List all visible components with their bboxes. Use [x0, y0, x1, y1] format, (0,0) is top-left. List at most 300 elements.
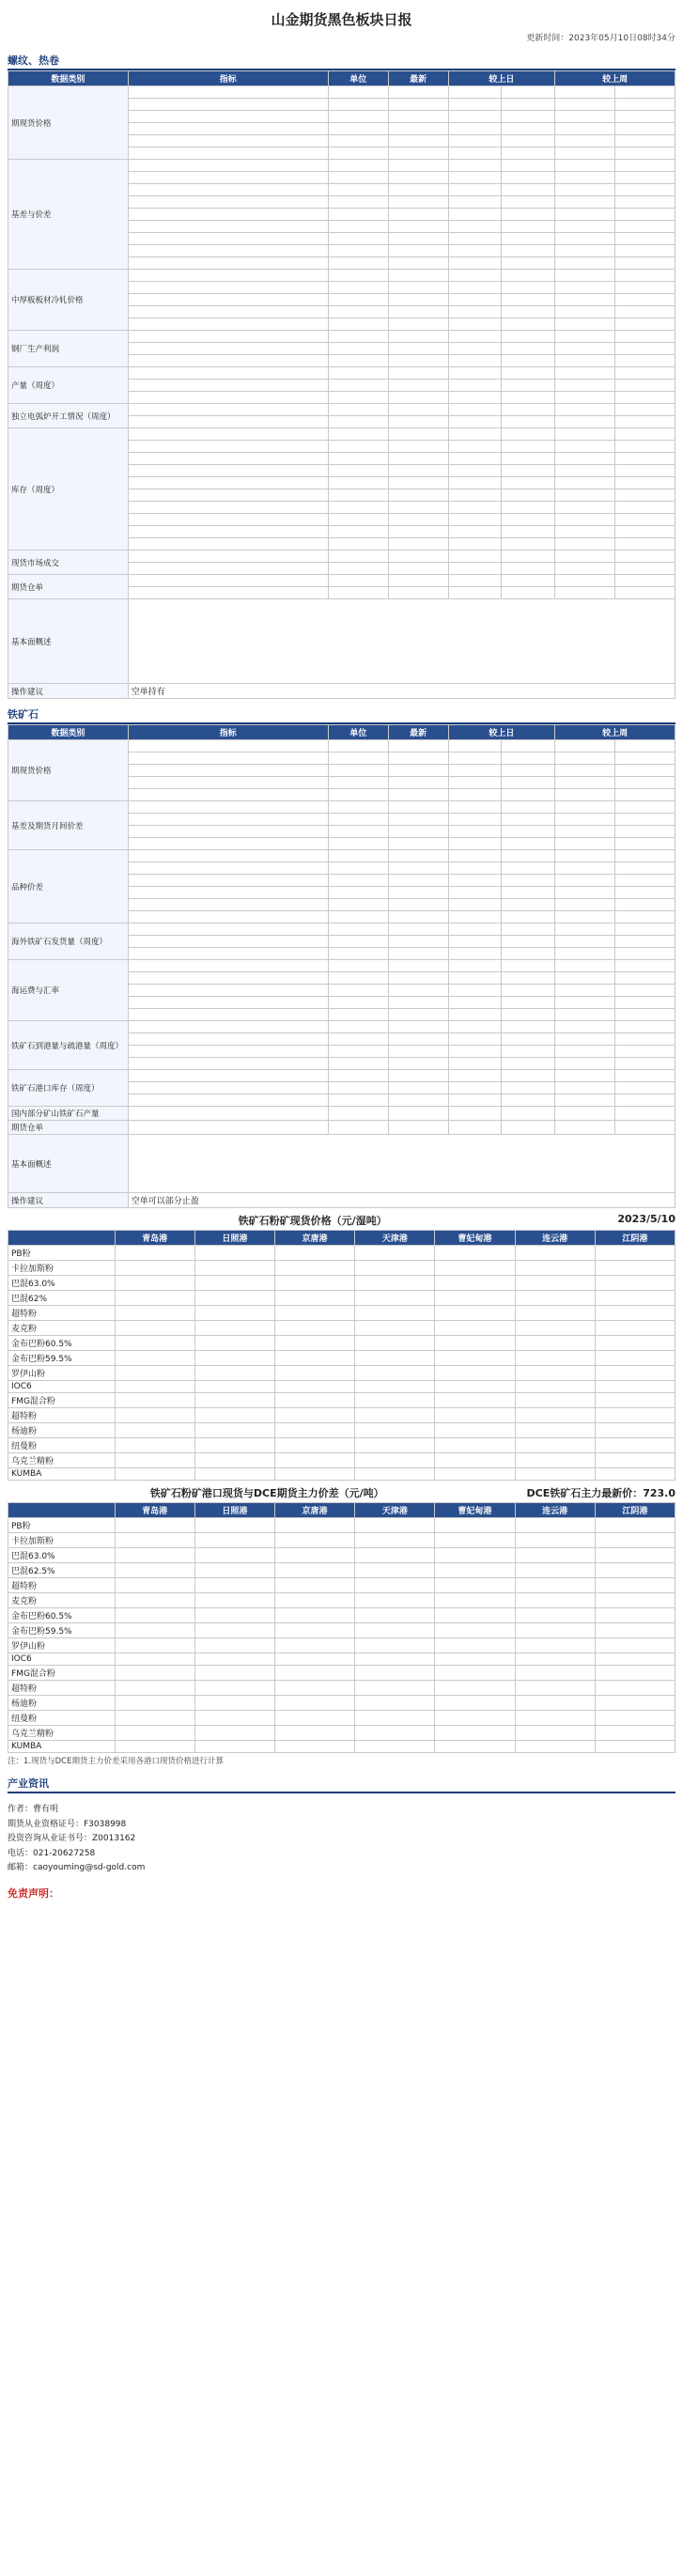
port-value	[115, 1438, 194, 1453]
port-value	[194, 1681, 274, 1696]
product-name: 金布巴粉59.5%	[8, 1623, 116, 1638]
port-value	[194, 1518, 274, 1533]
port-value	[115, 1453, 194, 1468]
port-value	[115, 1741, 194, 1753]
basis-main-label: DCE铁矿石主力最新价：	[526, 1487, 644, 1499]
category-cell: 海外铁矿石发货量（周度）	[8, 923, 129, 960]
product-name: 纽曼粉	[8, 1711, 116, 1726]
port-value	[194, 1336, 274, 1351]
port-value	[194, 1696, 274, 1711]
port-header: 京唐港	[274, 1231, 354, 1246]
port-value	[274, 1623, 354, 1638]
port-header: 曹妃甸港	[435, 1503, 515, 1518]
port-value	[274, 1608, 354, 1623]
port-value	[515, 1653, 595, 1666]
product-row	[8, 1563, 675, 1578]
product-row	[8, 1351, 675, 1366]
port-value	[274, 1593, 354, 1608]
author-name: 作者：曹有明	[8, 1805, 59, 1814]
port-value	[194, 1321, 274, 1336]
port-value	[194, 1366, 274, 1381]
product-row	[8, 1726, 675, 1741]
port-value	[515, 1741, 595, 1753]
port-value	[355, 1666, 435, 1681]
port-value	[274, 1563, 354, 1578]
port-value	[115, 1291, 194, 1306]
category-cell: 中厚板板材冷轧价格	[8, 270, 129, 331]
category-cell: 基本面概述	[8, 1135, 129, 1193]
product-name: 卡拉加斯粉	[8, 1261, 116, 1276]
port-value	[515, 1638, 595, 1653]
port-value	[274, 1381, 354, 1393]
spot-table-title: 铁矿石粉矿现货价格（元/湿吨）	[238, 1215, 387, 1227]
port-value	[115, 1666, 194, 1681]
port-value	[435, 1393, 515, 1408]
port-value	[595, 1276, 675, 1291]
port-value	[515, 1468, 595, 1481]
spot-price-table	[8, 1230, 675, 1481]
port-value	[595, 1423, 675, 1438]
port-value	[274, 1696, 354, 1711]
product-name: IOC6	[8, 1653, 116, 1666]
port-header: 江阴港	[595, 1231, 675, 1246]
category-cell: 期现货价格	[8, 740, 129, 801]
port-value	[435, 1291, 515, 1306]
product-name: 巴混63.0%	[8, 1548, 116, 1563]
port-value	[355, 1366, 435, 1381]
product-name: 罗伊山粉	[8, 1366, 116, 1381]
port-value	[115, 1366, 194, 1381]
section-steel-title: 螺纹、热卷	[8, 49, 675, 70]
port-value	[515, 1681, 595, 1696]
port-value	[194, 1638, 274, 1653]
port-value	[515, 1366, 595, 1381]
product-row	[8, 1638, 675, 1653]
port-value	[595, 1726, 675, 1741]
category-cell: 期货仓单	[8, 575, 129, 599]
basis-main-price	[526, 1485, 675, 1500]
spot-table-date: 2023/5/10	[617, 1213, 675, 1225]
port-value	[595, 1666, 675, 1681]
port-value	[115, 1408, 194, 1423]
product-name: 杨迪粉	[8, 1696, 116, 1711]
port-value	[274, 1321, 354, 1336]
col-latest: 最新	[388, 725, 448, 740]
port-value	[595, 1246, 675, 1261]
port-header: 青岛港	[115, 1231, 194, 1246]
port-value	[435, 1533, 515, 1548]
section-industry-title: 产业资讯	[8, 1772, 675, 1793]
port-value	[355, 1408, 435, 1423]
update-time: 更新时间：2023年05月10日08时34分	[526, 34, 675, 43]
product-row	[8, 1578, 675, 1593]
category-cell: 现货市场成交	[8, 551, 129, 575]
port-value	[355, 1623, 435, 1638]
port-value	[595, 1548, 675, 1563]
port-value	[595, 1291, 675, 1306]
basis-main-value: 723.0	[643, 1487, 675, 1499]
port-header: 曹妃甸港	[435, 1231, 515, 1246]
port-value	[194, 1408, 274, 1423]
port-value	[355, 1423, 435, 1438]
port-value	[435, 1593, 515, 1608]
port-value	[115, 1563, 194, 1578]
port-value	[435, 1563, 515, 1578]
product-row	[8, 1408, 675, 1423]
product-name: 纽曼粉	[8, 1438, 116, 1453]
category-cell: 产量（周度）	[8, 367, 129, 404]
port-value	[355, 1306, 435, 1321]
port-value	[274, 1548, 354, 1563]
port-value	[115, 1261, 194, 1276]
port-value	[115, 1351, 194, 1366]
col-vs-week: 较上周	[555, 725, 675, 740]
port-value	[274, 1726, 354, 1741]
port-value	[274, 1468, 354, 1481]
port-value	[274, 1423, 354, 1438]
port-value	[595, 1408, 675, 1423]
steel-header-row	[8, 71, 675, 86]
port-value	[194, 1593, 274, 1608]
product-name: KUMBA	[8, 1741, 116, 1753]
port-value	[274, 1653, 354, 1666]
port-value	[595, 1696, 675, 1711]
product-name: 超特粉	[8, 1306, 116, 1321]
port-header: 连云港	[515, 1231, 595, 1246]
port-value	[595, 1593, 675, 1608]
port-value	[115, 1548, 194, 1563]
port-value	[115, 1578, 194, 1593]
product-name: FMG混合粉	[8, 1393, 116, 1408]
port-value	[355, 1453, 435, 1468]
port-value	[435, 1638, 515, 1653]
category-cell: 操作建议	[8, 1193, 129, 1208]
port-value	[194, 1623, 274, 1638]
port-value	[595, 1653, 675, 1666]
port-value	[274, 1351, 354, 1366]
port-value	[115, 1608, 194, 1623]
product-row	[8, 1366, 675, 1381]
port-value	[435, 1711, 515, 1726]
port-value	[435, 1468, 515, 1481]
port-value	[274, 1638, 354, 1653]
port-value	[435, 1518, 515, 1533]
author-contact	[8, 1801, 675, 1880]
product-name: 乌克兰精粉	[8, 1726, 116, 1741]
port-value	[515, 1423, 595, 1438]
product-row	[8, 1593, 675, 1608]
port-header: 天津港	[355, 1231, 435, 1246]
port-value	[194, 1261, 274, 1276]
port-value	[435, 1608, 515, 1623]
port-value	[194, 1563, 274, 1578]
product-row	[8, 1608, 675, 1623]
port-value	[115, 1681, 194, 1696]
product-row	[8, 1468, 675, 1481]
port-value	[115, 1306, 194, 1321]
basis-table-heading	[8, 1481, 675, 1502]
product-name: FMG混合粉	[8, 1666, 116, 1681]
product-name: 超特粉	[8, 1681, 116, 1696]
port-value	[435, 1276, 515, 1291]
port-value	[595, 1623, 675, 1638]
disclaimer-title: 免责声明：	[8, 1886, 59, 1900]
port-value	[115, 1593, 194, 1608]
port-value	[435, 1438, 515, 1453]
port-value	[194, 1381, 274, 1393]
basis-table	[8, 1502, 675, 1753]
port-value	[435, 1666, 515, 1681]
col-vs-week: 较上周	[555, 71, 675, 86]
section-ore-title: 铁矿石	[8, 703, 675, 724]
port-value	[595, 1638, 675, 1653]
author-qualification: 期货从业资格证号：F3038998	[8, 1819, 127, 1829]
category-cell: 库存（周度）	[8, 428, 129, 551]
port-value	[595, 1336, 675, 1351]
port-value	[435, 1696, 515, 1711]
product-name: 麦克粉	[8, 1321, 116, 1336]
basis-header-row	[8, 1503, 675, 1518]
port-value	[435, 1681, 515, 1696]
port-value	[515, 1246, 595, 1261]
port-value	[595, 1393, 675, 1408]
port-value	[595, 1681, 675, 1696]
port-value	[194, 1666, 274, 1681]
port-value	[435, 1548, 515, 1563]
port-value	[115, 1638, 194, 1653]
product-row	[8, 1438, 675, 1453]
product-name: 金布巴粉60.5%	[8, 1608, 116, 1623]
product-name: 巴混63.0%	[8, 1276, 116, 1291]
port-value	[355, 1336, 435, 1351]
port-value	[515, 1351, 595, 1366]
port-value	[115, 1276, 194, 1291]
port-value	[274, 1453, 354, 1468]
port-value	[515, 1593, 595, 1608]
product-name: 卡拉加斯粉	[8, 1533, 116, 1548]
product-name: 金布巴粉60.5%	[8, 1336, 116, 1351]
port-value	[274, 1306, 354, 1321]
port-value	[115, 1653, 194, 1666]
port-value	[194, 1276, 274, 1291]
port-value	[435, 1653, 515, 1666]
port-value	[115, 1518, 194, 1533]
steel-table	[8, 70, 675, 699]
industry-news	[8, 1793, 675, 1801]
port-value	[515, 1518, 595, 1533]
product-row	[8, 1623, 675, 1638]
port-value	[274, 1518, 354, 1533]
author-email: 邮箱：caoyouming@sd-gold.com	[8, 1863, 146, 1872]
port-value	[194, 1291, 274, 1306]
port-value	[274, 1578, 354, 1593]
product-row	[8, 1741, 675, 1753]
port-value	[435, 1321, 515, 1336]
product-row	[8, 1453, 675, 1468]
category-cell: 铁矿石港口库存（周度）	[8, 1070, 129, 1107]
port-value	[435, 1381, 515, 1393]
category-cell: 基差与价差	[8, 160, 129, 270]
ore-header-row	[8, 725, 675, 740]
product-name: 罗伊山粉	[8, 1638, 116, 1653]
col-category: 数据类别	[8, 71, 129, 86]
port-header: 青岛港	[115, 1503, 194, 1518]
product-row	[8, 1306, 675, 1321]
port-value	[515, 1321, 595, 1336]
basis-table-title: 铁矿石粉矿港口现货与DCE期货主力价差（元/吨）	[149, 1487, 384, 1499]
port-value	[194, 1393, 274, 1408]
port-value	[115, 1533, 194, 1548]
category-cell: 基本面概述	[8, 599, 129, 684]
port-value	[515, 1438, 595, 1453]
port-value	[595, 1711, 675, 1726]
category-cell: 期货仓单	[8, 1121, 129, 1135]
product-name: 乌克兰精粉	[8, 1453, 116, 1468]
category-cell: 钢厂生产利润	[8, 331, 129, 367]
product-row	[8, 1393, 675, 1408]
port-value	[194, 1306, 274, 1321]
port-value	[595, 1453, 675, 1468]
port-value	[194, 1711, 274, 1726]
port-value	[194, 1653, 274, 1666]
port-value	[115, 1468, 194, 1481]
port-value	[355, 1711, 435, 1726]
port-value	[355, 1653, 435, 1666]
port-value	[595, 1578, 675, 1593]
port-value	[435, 1741, 515, 1753]
port-value	[274, 1393, 354, 1408]
port-value	[435, 1246, 515, 1261]
port-value	[355, 1726, 435, 1741]
product-row	[8, 1321, 675, 1336]
port-value	[274, 1741, 354, 1753]
port-value	[595, 1741, 675, 1753]
port-value	[435, 1306, 515, 1321]
product-name: KUMBA	[8, 1468, 116, 1481]
steel-fundamentals-note	[128, 599, 675, 684]
port-value	[115, 1711, 194, 1726]
port-value	[194, 1468, 274, 1481]
product-name: 超特粉	[8, 1578, 116, 1593]
port-value	[515, 1608, 595, 1623]
port-value	[355, 1393, 435, 1408]
product-name: 杨迪粉	[8, 1423, 116, 1438]
port-value	[194, 1423, 274, 1438]
port-value	[194, 1608, 274, 1623]
spot-header-row	[8, 1231, 675, 1246]
port-value	[595, 1351, 675, 1366]
product-row	[8, 1666, 675, 1681]
col-latest: 最新	[388, 71, 448, 86]
port-value	[595, 1321, 675, 1336]
port-value	[435, 1423, 515, 1438]
product-row	[8, 1381, 675, 1393]
port-value	[115, 1246, 194, 1261]
port-value	[274, 1533, 354, 1548]
port-value	[355, 1468, 435, 1481]
category-cell: 品种价差	[8, 850, 129, 923]
port-value	[515, 1696, 595, 1711]
port-value	[274, 1408, 354, 1423]
disclaimer-text	[8, 1901, 675, 1966]
port-value	[595, 1366, 675, 1381]
ore-fundamentals-note	[128, 1135, 675, 1193]
basis-footnote: 注：1.现货与DCE期货主力价差采用各港口现货价格进行计算	[8, 1757, 224, 1766]
port-value	[194, 1578, 274, 1593]
port-header: 京唐港	[274, 1503, 354, 1518]
port-value	[435, 1623, 515, 1638]
port-value	[355, 1638, 435, 1653]
port-value	[274, 1291, 354, 1306]
author-phone: 电话：021-20627258	[8, 1848, 96, 1858]
port-value	[515, 1276, 595, 1291]
product-row	[8, 1533, 675, 1548]
port-value	[274, 1366, 354, 1381]
col-vs-day: 较上日	[448, 725, 555, 740]
port-value	[355, 1246, 435, 1261]
port-value	[515, 1336, 595, 1351]
port-value	[355, 1291, 435, 1306]
port-value	[355, 1741, 435, 1753]
port-value	[435, 1408, 515, 1423]
col-category: 数据类别	[8, 725, 129, 740]
port-value	[355, 1548, 435, 1563]
product-name: 巴混62.5%	[8, 1563, 116, 1578]
port-value	[115, 1726, 194, 1741]
product-row	[8, 1653, 675, 1666]
port-value	[274, 1438, 354, 1453]
port-value	[355, 1321, 435, 1336]
steel-advice: 空单持有	[128, 684, 675, 699]
port-value	[115, 1336, 194, 1351]
category-cell: 铁矿石到港量与疏港量（周度）	[8, 1021, 129, 1070]
port-value	[194, 1351, 274, 1366]
product-row	[8, 1246, 675, 1261]
port-value	[115, 1381, 194, 1393]
port-value	[355, 1438, 435, 1453]
port-value	[515, 1453, 595, 1468]
port-value	[355, 1696, 435, 1711]
port-value	[355, 1578, 435, 1593]
spot-table-heading	[8, 1208, 675, 1230]
category-cell: 期现货价格	[8, 86, 129, 160]
author-invest-cert: 投资咨询从业证书号：Z0013162	[8, 1834, 136, 1843]
port-header: 日照港	[194, 1231, 274, 1246]
col-indicator: 指标	[128, 71, 328, 86]
col-unit: 单位	[328, 725, 388, 740]
port-value	[355, 1563, 435, 1578]
port-value	[355, 1593, 435, 1608]
port-value	[355, 1608, 435, 1623]
port-value	[274, 1276, 354, 1291]
product-row	[8, 1518, 675, 1533]
port-value	[274, 1666, 354, 1681]
product-row	[8, 1261, 675, 1276]
product-row	[8, 1696, 675, 1711]
ore-advice: 空单可以部分止盈	[128, 1193, 675, 1208]
port-header: 日照港	[194, 1503, 274, 1518]
col-vs-day: 较上日	[448, 71, 555, 86]
port-value	[515, 1711, 595, 1726]
port-value	[194, 1726, 274, 1741]
product-name: 金布巴粉59.5%	[8, 1351, 116, 1366]
port-value	[515, 1578, 595, 1593]
port-value	[194, 1548, 274, 1563]
ore-table	[8, 724, 675, 1208]
port-value	[274, 1711, 354, 1726]
port-value	[274, 1246, 354, 1261]
port-value	[115, 1393, 194, 1408]
